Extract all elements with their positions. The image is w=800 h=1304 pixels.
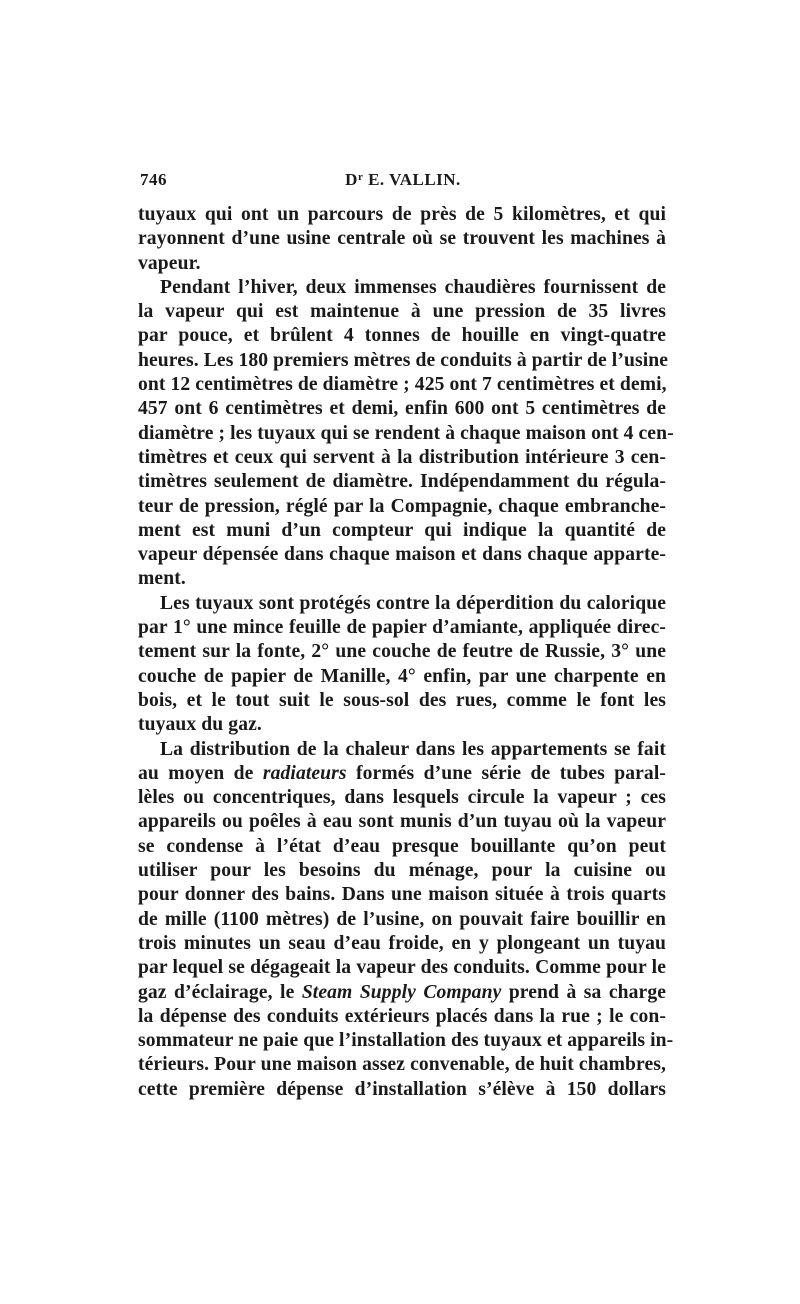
running-head: $D^r$ E. VALLIN.	[345, 170, 461, 189]
page-header	[140, 170, 666, 198]
text-line: rayonnent d’une usine centrale où se trouvent les machines à	[138, 228, 666, 250]
text-line: bois, et le tout suit le sous-sol des rues, comme le font les	[138, 689, 666, 711]
text-line: Les tuyaux sont protégés contre la déperdition du calorique	[160, 592, 666, 614]
text-line: lèles ou concentriques, dans lesquels circule la vapeur ; ces	[138, 787, 666, 809]
text-line: couche de papier de Manille, 4° enfin, par une charpente en	[138, 665, 666, 687]
text-line: vapeur.	[138, 252, 201, 274]
page-number: 746	[140, 170, 167, 189]
text-line: teur de pression, réglé par la Compagnie, chaque embranche-	[138, 495, 666, 517]
text-line: timètres et ceux qui servent à la distribution intérieure 3 cen-	[138, 446, 666, 468]
text-line-with-italic	[138, 762, 666, 786]
italic-term: radiateurs	[262, 762, 347, 784]
text-line: ment est muni d’un compteur qui indique la quantité de	[138, 519, 666, 541]
text-line: térieurs. Pour une maison assez convenable, de huit chambres,	[138, 1054, 666, 1076]
text-line: tement sur la fonte, 2° une couche de feutre de Russie, 3° une	[138, 641, 666, 663]
text-line: par pouce, et brûlent 4 tonnes de houille en vingt-quatre	[138, 325, 666, 347]
text-line: la dépense des conduits extérieurs placés dans la rue ; le con-	[138, 1005, 666, 1027]
text-segment: prend à sa charge	[508, 981, 667, 1003]
text-line: appareils ou poêles à eau sont munis d’un tuyau où la vapeur	[138, 811, 666, 833]
text-line: par 1° une mince feuille de papier d’amiante, appliquée direc-	[138, 617, 666, 639]
text-line: utiliser pour les besoins du ménage, pour la cuisine ou	[138, 860, 666, 882]
text-line: diamètre ; les tuyaux qui se rendent à chaque maison ont 4 cen-	[138, 422, 674, 444]
text-segment: au moyen de	[138, 762, 254, 784]
text-line: de mille (1100 mètres) de l’usine, on pouvait faire bouillir en	[138, 908, 666, 930]
text-line: vapeur dépensée dans chaque maison et dans chaque apparte-	[138, 544, 666, 566]
text-line-with-italic	[138, 981, 666, 1005]
text-line: 457 ont 6 centimètres et demi, enfin 600 ont 5 centimètres de	[138, 398, 666, 420]
text-line: timètres seulement de diamètre. Indépendamment du régula-	[138, 471, 666, 493]
text-line: se condense à l’état d’eau presque bouillante qu’on peut	[138, 835, 666, 857]
text-line: tuyaux qui ont un parcours de près de 5 kilomètres, et qui	[138, 204, 666, 225]
text-line: pour donner des bains. Dans une maison située à trois quarts	[138, 884, 666, 906]
text-line: la vapeur qui est maintenue à une pression de 35 livres	[138, 301, 666, 323]
text-line: La distribution de la chaleur dans les appartements se fait	[160, 738, 666, 760]
text-line: trois minutes un seau d’eau froide, en y plongeant un tuyau	[138, 932, 666, 954]
text-line: sommateur ne paie que l’installation des tuyaux et appareils in-	[138, 1030, 674, 1052]
text-line: Pendant l’hiver, deux immenses chaudières fournissent de	[160, 276, 666, 298]
text-line: heures. Les 180 premiers mètres de conduits à partir de l’usine	[138, 349, 669, 371]
text-line: ont 12 centimètres de diamètre ; 425 ont 7 centimètres et demi,	[138, 374, 667, 396]
text-line: tuyaux du gaz.	[138, 714, 262, 736]
text-line: cette première dépense d’installation s’élève à 150 dollars	[138, 1078, 666, 1100]
text-line: ment.	[138, 568, 186, 590]
text-line: par lequel se dégageait la vapeur des conduits. Comme pour le	[138, 957, 666, 979]
text-segment: gaz d’éclairage, le	[138, 981, 295, 1003]
text-segment: formés d’une série de tubes paral-	[356, 762, 666, 784]
italic-term: Steam Supply Company	[301, 981, 502, 1003]
body-text	[138, 203, 674, 1102]
